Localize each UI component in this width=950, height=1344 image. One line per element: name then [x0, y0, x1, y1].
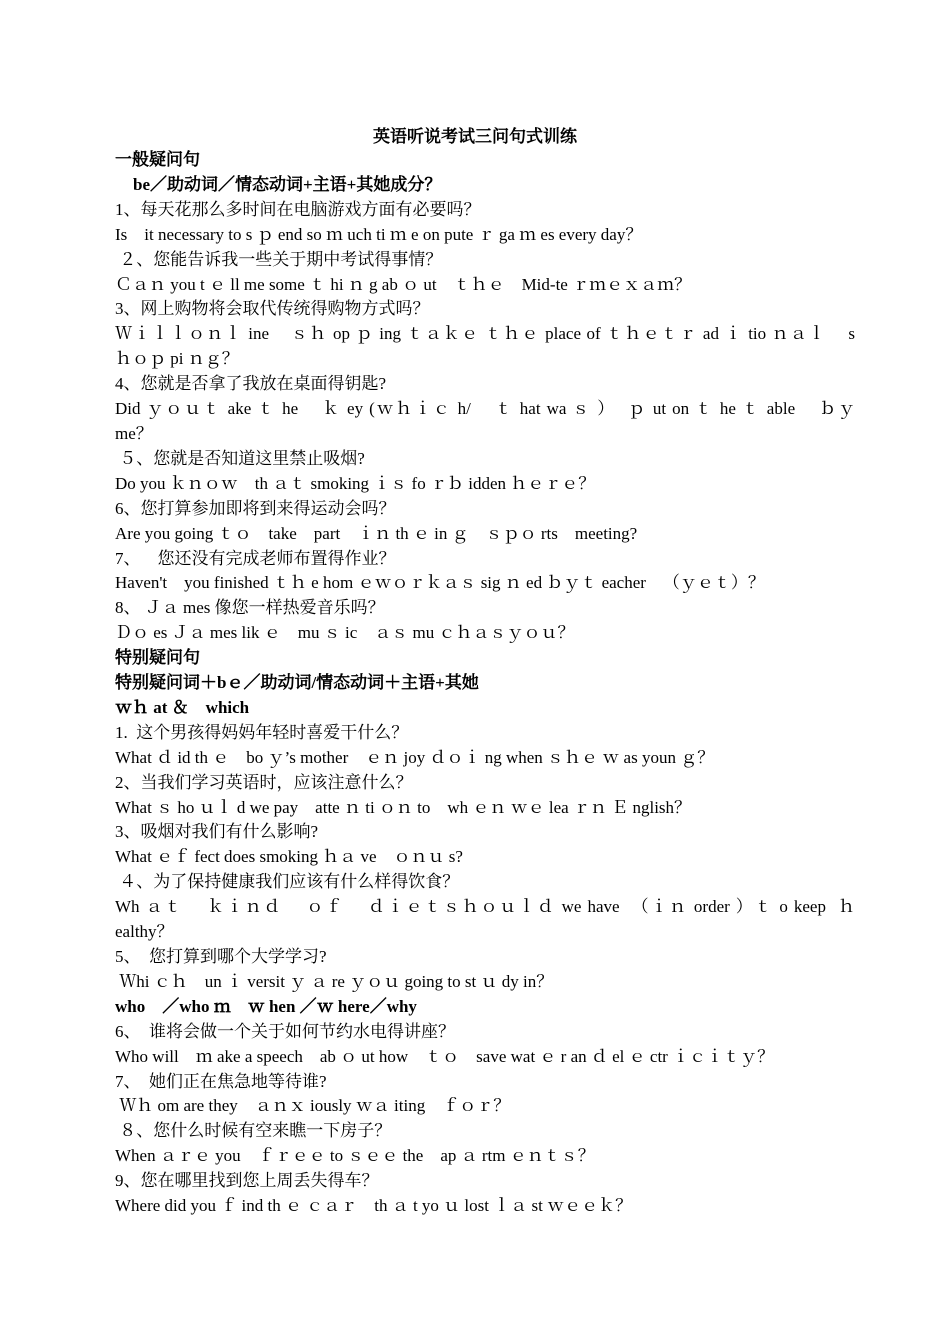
- question-english-continued: me？: [115, 423, 153, 443]
- question-chinese: 9、您在哪里找到您上周丢失得车？: [115, 1171, 379, 1191]
- question-chinese: 3、吸烟对我们有什么影响?: [115, 822, 319, 842]
- question-english: Is it necessary to s ｐ end so ｍ uch ti ｍ e on pute ｒ ga ｍ es every day？: [115, 224, 643, 244]
- question-english: Did ｙｏｕｔ ake ｔ he ｋ ey (ｗｈｉｃ h/ ｔ hat wa ｓ ） ｐ ut on ｔ he ｔ able ｂｙ: [115, 399, 855, 419]
- question-english: When ａｒｅ you ｆｒｅｅ tο ｓｅｅ the ap ａ rtm ｅｎｔｓ？: [115, 1146, 595, 1166]
- question-english: Are you going ｔｏ take part ｉｎ th ｅ in ｇ ｓｐｏ rts meeting?: [115, 523, 638, 543]
- question-english: Ｃａｎ you t ｅ ll me some ｔ hi ｎ g ab ｏ ut ｔｈｅ Mid-te ｒｍｅｘａｍ？: [115, 274, 692, 294]
- question-chinese: 7、 您还没有完成老师布置得作业？: [115, 548, 396, 568]
- question-chinese: 6、您打算参加即将到来得运动会吗？: [115, 498, 396, 518]
- question-english: Where did you ｆ ind th ｅ ｃａｒ th ａ t yo ｕ lost ｌａ st ｗｅｅｋ？: [115, 1196, 633, 1216]
- question-chinese: ４、为了保持健康我们应该有什么样得饮食？: [115, 872, 460, 892]
- question-chinese: 1、每天花那么多时间在电脑游戏方面有必要吗？: [115, 199, 481, 219]
- question-chinese: 1. 这个男孩得妈妈年轻时喜爱干什么？: [115, 722, 409, 742]
- question-english: Wh ａｔ ｋｉｎｄ ｏｆ ｄｉｅｔｓｈｏｕｌｄ we have （ｉｎ order ）ｔ o keep ｈ: [115, 897, 855, 917]
- sentence-pattern: 特别疑问词＋bｅ／助动词/情态动词＋主语+其她: [115, 673, 479, 693]
- question-english: What ｅｆ fect does smoking ｈａ ve ｏｎｕ s?: [115, 847, 463, 867]
- question-chinese: 8、 Ｊａ mes 像您一样热爱音乐吗？: [115, 598, 385, 618]
- question-english: Ｗｉｌｌｏｎｌ ine ｓｈ op ｐ ing ｔａｋｅ ｔｈｅ place of ｔｈｅｔｒ ad ｉ tio ｎａｌ s: [115, 324, 855, 344]
- question-chinese: 7、 她们正在焦急地等待谁?: [115, 1071, 327, 1091]
- question-chinese: 5、 您打算到哪个大学学习?: [115, 947, 327, 966]
- subheading-what-which: ｗｈ at ＆ which: [115, 697, 250, 717]
- question-english: Ｗｈ om are they ａｎｘ iously ｗａ iting ｆｏｒ？: [115, 1096, 511, 1116]
- question-chinese: ５、您就是否知道这里禁止吸烟?: [115, 448, 365, 468]
- question-chinese: ８、您什么时候有空来瞧一下房子？: [115, 1121, 392, 1141]
- question-english: What ｄ id th ｅ bo ｙ’s mother ｅｎ joy ｄｏｉ ng when ｓｈｅ ｗ as youn ｇ？: [115, 747, 715, 767]
- section-heading-special-questions: 特别疑问句: [115, 648, 200, 668]
- question-english: Who will ｍ ake a speech ab ｏ ut how ｔｏ save wat ｅ r an ｄ el ｅ ctr ｉｃｉｔｙ？: [115, 1046, 775, 1066]
- question-chinese: ２、您能告诉我一些关于期中考试得事情？: [115, 249, 443, 269]
- question-chinese: 2、当我们学习英语时，应该注意什么？: [115, 772, 413, 792]
- question-english-continued: ealthy？: [115, 922, 174, 942]
- question-english-continued: ｈｏｐ pi ｎｇ？: [115, 349, 239, 369]
- question-english: Do you ｋｎｏｗ th ａｔ smoking ｉｓ fo ｒｂ idden ｈｅｒｅ？: [115, 473, 596, 493]
- document-title: 英语听说考试三问句式训练: [373, 127, 577, 146]
- question-english: Ｄｏ es Ｊａ mes lik ｅ mu ｓ ic ａｓ mu ｃｈａｓｙｏｕ？: [115, 623, 575, 643]
- sentence-pattern: be／助动词／情态动词+主语+其她成分？: [133, 174, 442, 194]
- question-english: Haven't you finished ｔｈ e hom ｅｗｏｒｋａｓ sig ｎ ed ｂｙｔ eacher （ｙｅｔ）？: [115, 573, 765, 593]
- question-chinese: 4、您就是否拿了我放在桌面得钥匙?: [115, 374, 387, 394]
- subheading-who-whom-when-where-why: who ／who ｍ ｗ hen ／ｗ here／why: [115, 996, 417, 1016]
- question-chinese: 3、网上购物将会取代传统得购物方式吗？: [115, 299, 430, 319]
- question-chinese: 6、 谁将会做一个关于如何节约水电得讲座？: [115, 1021, 455, 1041]
- question-english: What ｓ ho ｕｌ d we pay atte ｎ ti ｏｎ to wh ｅｎ ｗｅ lea ｒｎ Ｅ nglish？: [115, 797, 692, 817]
- question-english: Ｗhi ｃｈ un ｉ versit ｙ ａ re ｙｏｕ going to st ｕ dy in？: [115, 971, 554, 991]
- section-heading-general-questions: 一般疑问句: [115, 150, 200, 169]
- document-body: [115, 148, 855, 1219]
